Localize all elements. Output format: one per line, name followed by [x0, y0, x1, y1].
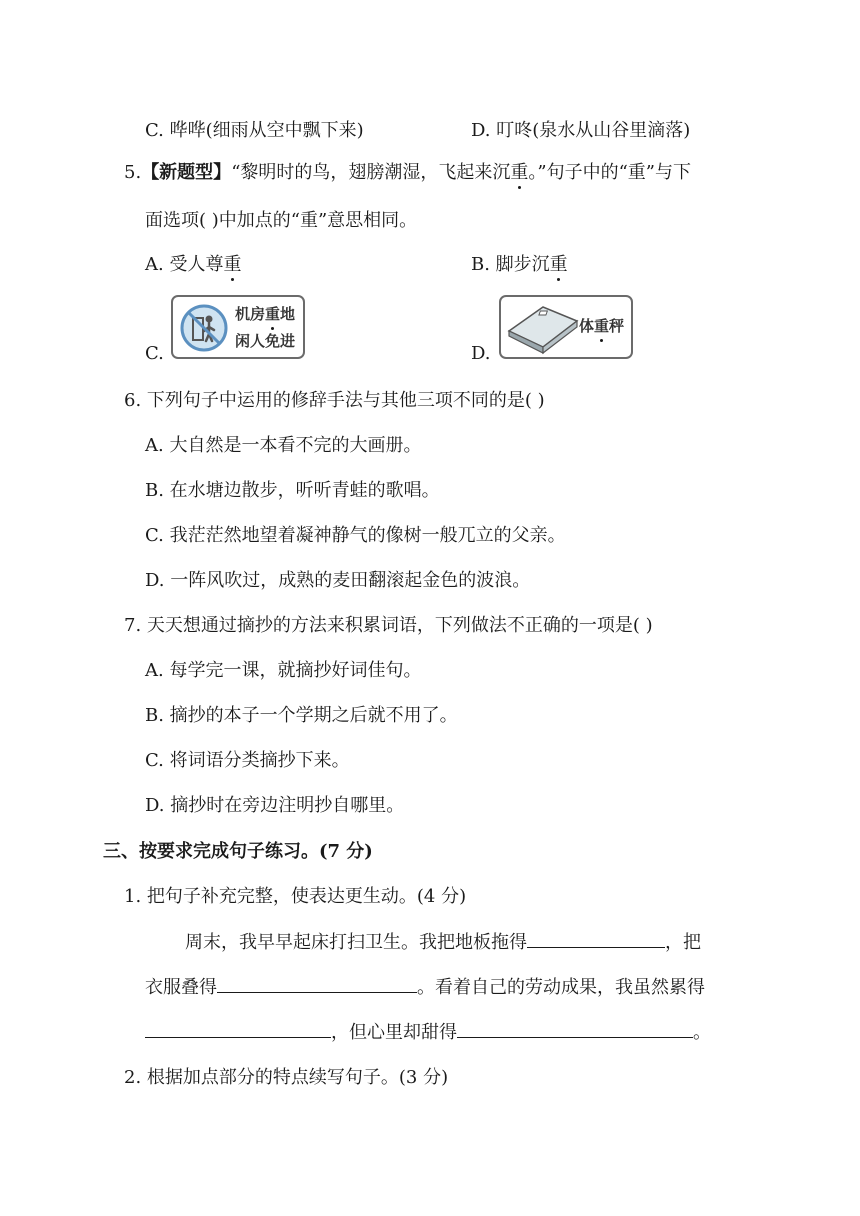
q6-option-a: A. 大自然是一本看不完的大画册。 — [145, 435, 422, 456]
q5-stem — [124, 158, 691, 184]
sign-machine-room-line2: 闲人免进 — [235, 332, 296, 350]
fill-blank-tired[interactable] — [145, 1019, 331, 1038]
q7-option-a: A. 每学完一课，就摘抄好词佳句。 — [145, 660, 422, 681]
q4-option-d: D. 叮咚(泉水从山谷里滴落) — [471, 120, 691, 141]
sign-machine-room — [171, 295, 305, 359]
fill-blank-clothes[interactable] — [217, 974, 417, 993]
section3-title: 三、按要求完成句子练习。(7 分) — [103, 841, 373, 862]
q7-stem: 7. 天天想通过摘抄的方法来积累词语，下列做法不正确的一项是( ) — [124, 615, 653, 636]
q5-option-c-label: C. — [145, 343, 164, 364]
q6-option-b: B. 在水塘边散步，听听青蛙的歌唱。 — [145, 480, 440, 501]
q5-option-d-label: D. — [471, 343, 491, 364]
q5-option-a-dot: 重 — [223, 250, 241, 276]
fill-paragraph-line2: 衣服叠得 。看着自己的劳动成果，我虽然累得 — [145, 973, 705, 999]
q7-option-b: B. 摘抄的本子一个学期之后就不用了。 — [145, 705, 458, 726]
no-entry-person-icon — [178, 302, 230, 354]
q7-option-c: C. 将词语分类摘抄下来。 — [145, 750, 350, 771]
fill-paragraph-line1: 周末，我早早起床打扫卫生。我把地板拖得 ，把 — [185, 928, 701, 954]
q5-number: 5. — [124, 162, 142, 183]
q5-option-b-dot: 重 — [550, 250, 568, 276]
bathroom-scale-icon — [503, 301, 583, 357]
q5-option-b: B. 脚步沉重 — [471, 250, 568, 276]
q5-dotted-char: 重 — [510, 158, 528, 184]
sign-machine-room-line1: 机房重地 — [235, 305, 296, 323]
sign-body-scale-text: 体重秤 — [579, 317, 625, 335]
sign-body-scale — [499, 295, 633, 359]
section3-item2: 2. 根据加点部分的特点续写句子。(3 分) — [124, 1067, 449, 1088]
fill-blank-floor[interactable] — [527, 929, 665, 948]
q5-tag: 【新题型】 — [141, 162, 232, 183]
fill-paragraph-line3: ，但心里却甜得 。 — [145, 1018, 711, 1044]
q5-option-a: A. 受人尊重 — [145, 250, 241, 276]
section3-item1: 1. 把句子补充完整，使表达更生动。(4 分) — [124, 886, 467, 907]
q5-stem-line2: 面选项( )中加点的“重”意思相同。 — [145, 210, 418, 231]
q4-option-c: C. 哗哗(细雨从空中飘下来) — [145, 120, 364, 141]
fill-blank-sweet[interactable] — [457, 1019, 693, 1038]
q6-option-c: C. 我茫茫然地望着凝神静气的像树一般兀立的父亲。 — [145, 525, 566, 546]
q5-text-a: “黎明时的鸟，翅膀潮湿，飞起来沉 — [231, 162, 511, 183]
q7-option-d: D. 摘抄时在旁边注明抄自哪里。 — [145, 795, 405, 816]
q6-stem: 6. 下列句子中运用的修辞手法与其他三项不同的是( ) — [124, 390, 545, 411]
q6-option-d: D. 一阵风吹过，成熟的麦田翻滚起金色的波浪。 — [145, 570, 531, 591]
q5-text-b: 。”句子中的“重”与下 — [528, 162, 691, 183]
